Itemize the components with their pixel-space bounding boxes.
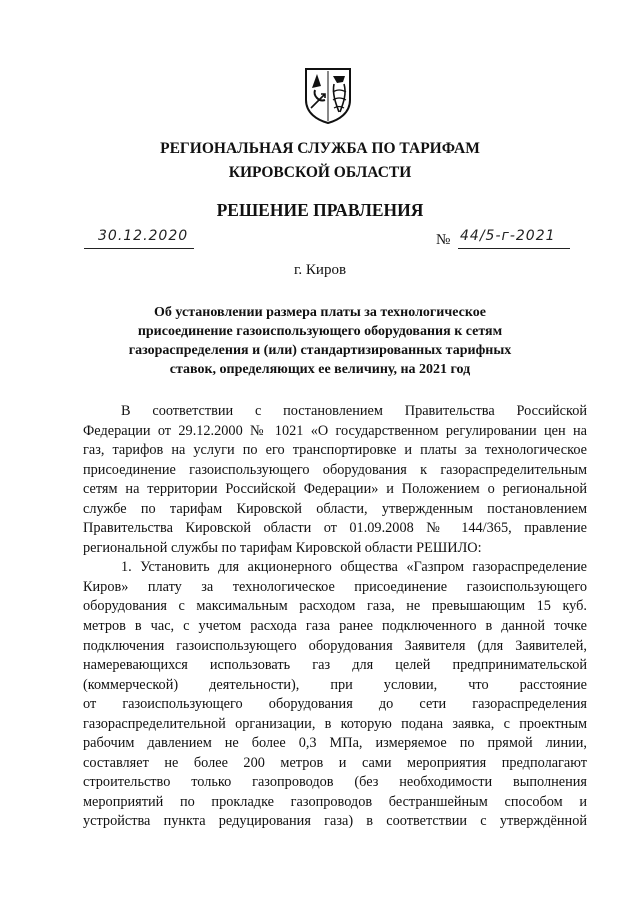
body-line: мероприятий по прокладке газопроводов бестраншейным способом и: [83, 793, 587, 810]
body-line: газ, тарифов на услуги по его транспортировке и платы за технологическое: [83, 442, 587, 459]
body-line: газораспределительной организации, в которую подана заявка, с проектным: [83, 715, 587, 732]
subject-line: ставок, определяющих ее величину, на 2021 год: [169, 362, 471, 377]
decision-subject: [0, 303, 640, 379]
body-line: 1. Установить для акционерного общества «Газпром газораспределение: [121, 559, 587, 576]
handwritten-number: 44/5-г-2021: [460, 228, 556, 244]
body-line: региональной службы по тарифам Кировской области РЕШИЛО:: [83, 539, 482, 556]
subject-line: газораспределения и (или) стандартизированных тарифных: [128, 343, 512, 358]
subject-line: Об установлении размера платы за технологическое: [154, 305, 486, 320]
decision-body: [83, 402, 587, 832]
body-line: (коммерческой) деятельности), при условии, что расстояние: [83, 676, 587, 693]
document-title: РЕШЕНИЕ ПРАВЛЕНИЯ: [216, 200, 424, 220]
body-line: строительство только газопроводов (без необходимости выполнения: [83, 774, 587, 791]
body-line: намеревающихся использовать газ для целей предпринимательской: [83, 657, 587, 674]
body-line: службе по тарифам Кировской области, утвержденным постановлением: [83, 500, 587, 517]
organization-name-line1: РЕГИОНАЛЬНАЯ СЛУЖБА ПО ТАРИФАМ: [160, 140, 480, 157]
number-underline: [458, 248, 570, 249]
coat-of-arms-icon: [303, 66, 353, 124]
date-underline: [84, 248, 194, 249]
subject-line: присоединение газоиспользующего оборудования к сетям: [137, 324, 503, 339]
city: г. Киров: [293, 262, 347, 278]
body-line: Федерации от 29.12.2000 № 1021 «О государственном регулировании цен на: [83, 422, 587, 439]
handwritten-date: 30.12.2020: [98, 228, 189, 244]
body-line: присоединение газоиспользующего оборудования к газораспределительным: [83, 461, 587, 478]
body-line: Правительства Кировской области от 01.09.2008 № 144/365, правление: [83, 520, 587, 537]
number-sign: №: [436, 232, 451, 248]
body-line: устройства пункта редуцирования газа) в соответствии с утверждённой: [83, 813, 587, 830]
body-line: составляет не более 200 метров и сами мероприятия предполагают: [83, 754, 587, 771]
body-line: от газоиспользующего оборудования до сети газораспределения: [83, 696, 587, 713]
body-line: В соответствии с постановлением Правительства Российской: [121, 403, 587, 419]
body-line: метров в час, с учетом расхода газа ранее подключенного в данной точке: [83, 618, 587, 635]
body-line: рабочим давлением не более 0,3 МПа, измеряемое по прямой линии,: [83, 735, 587, 752]
organization-name-line2: КИРОВСКОЙ ОБЛАСТИ: [228, 164, 412, 181]
body-line: подключения газоиспользующего оборудования Заявителя (для Заявителей,: [83, 637, 587, 654]
body-line: сетям на территории Российской Федерации» и Положением о региональной: [83, 481, 587, 498]
body-line: Киров» плату за технологическое присоединение газоиспользующего: [83, 578, 587, 595]
body-line: оборудования с максимальным расходом газа, не превышающим 15 куб.: [83, 598, 587, 615]
